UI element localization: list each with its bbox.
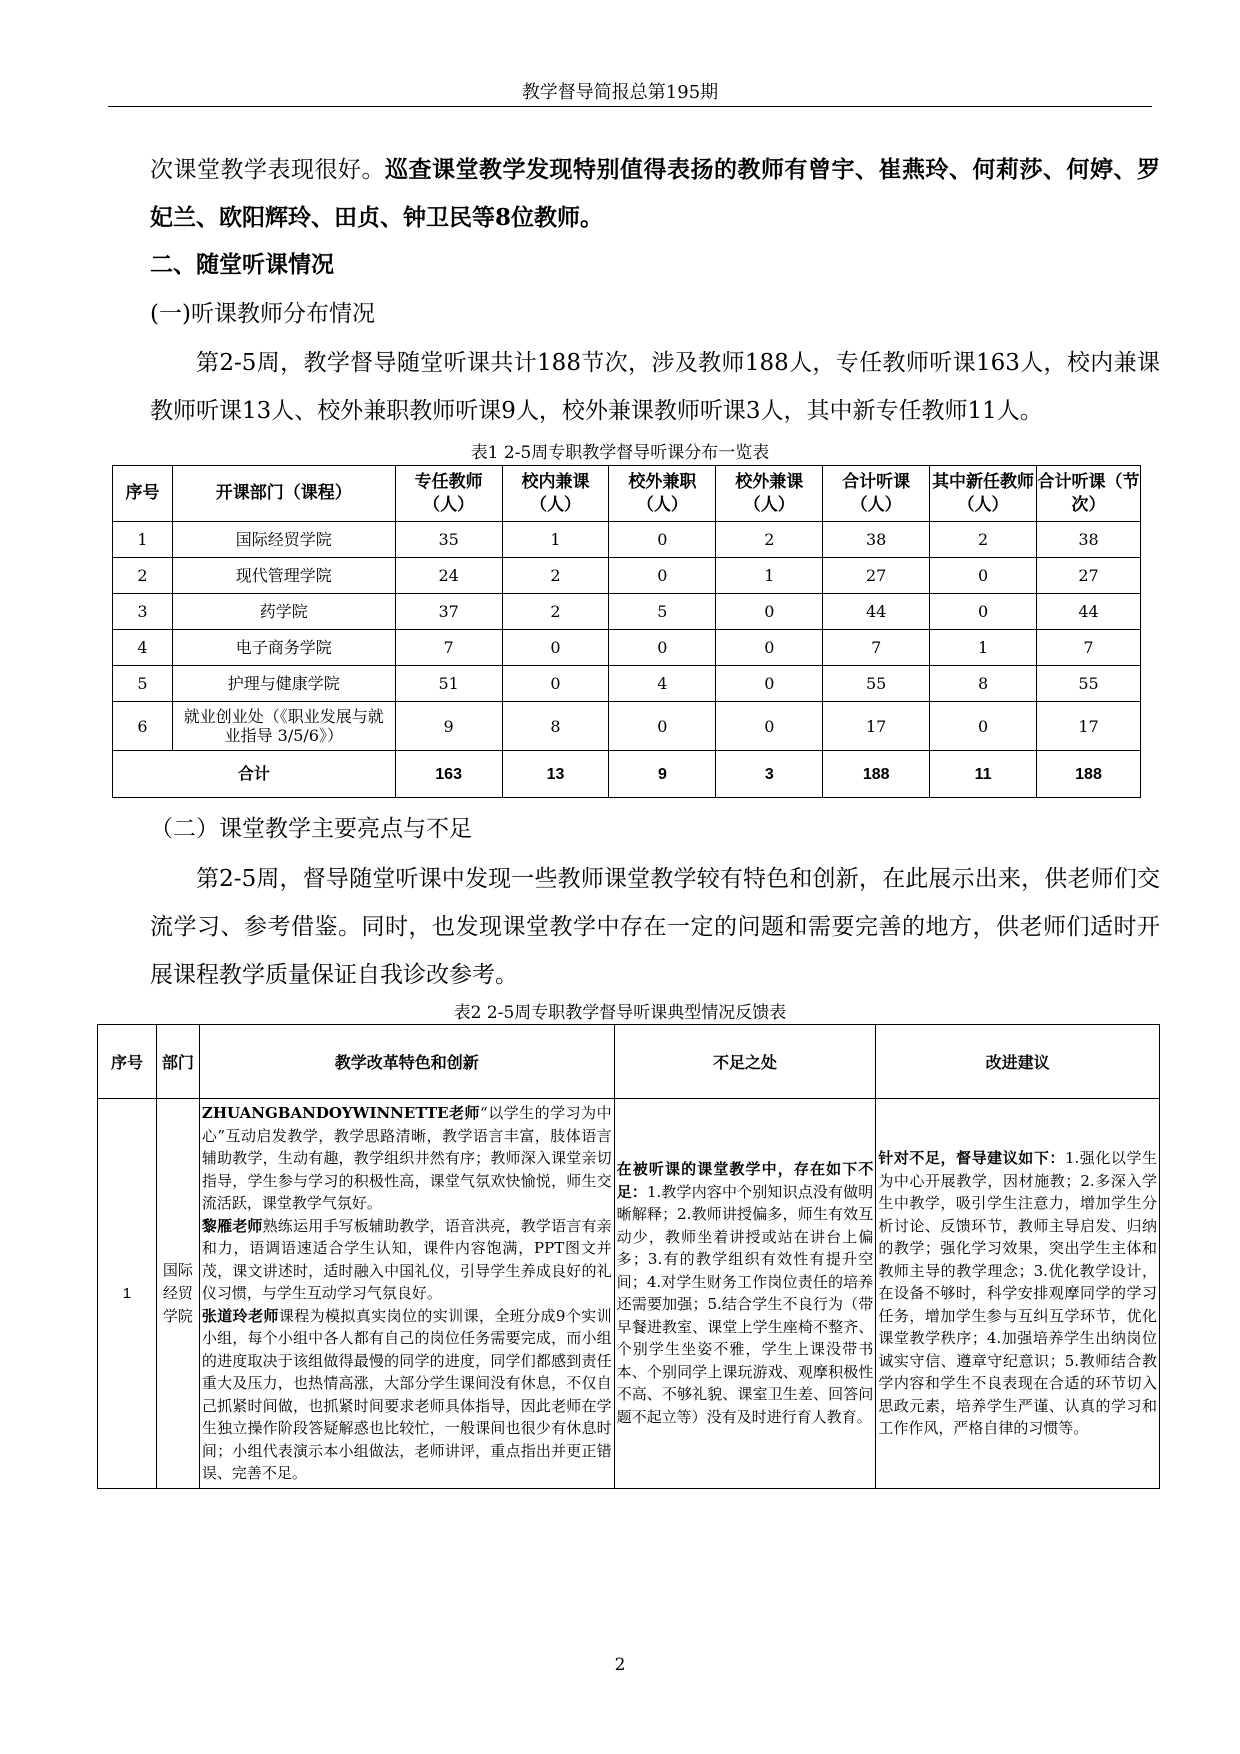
table1-cell: 38 [823, 522, 930, 558]
table2-header-cell: 不足之处 [614, 1025, 876, 1099]
table2-suggestions-cell [876, 1099, 1160, 1489]
table1-cell: 0 [609, 630, 716, 666]
paragraph-distribution: 第2-5周，教学督导随堂听课共计188节次，涉及教师188人，专任教师听课163人，校内兼课教师听课13人、校外兼职教师听课9人，校外兼课教师听课3人，其中新专任教师11人。 [150, 350, 1160, 424]
table1-header-cell: 校外兼职（人） [609, 466, 716, 522]
table1-cell: 1 [716, 558, 823, 594]
table1-header-cell: 合计听课（人） [823, 466, 930, 522]
feature-text: “以学生的学习为中心”互动启发教学，教学思路清晰，教学语言丰富，肢体语言辅助教学，生动有趣，教学组织井然有序；教师深入课堂亲切指导，学生参与学习的积极性高，课堂气氛欢快愉悦，师生交流活跃，课堂教学气氛好。 [201, 1104, 612, 1212]
table2 [97, 1024, 1160, 1489]
table1-cell: 0 [716, 702, 823, 751]
table2-header-cell: 序号 [98, 1025, 157, 1099]
table1-cell: 0 [502, 666, 609, 702]
table1-cell: 7 [395, 630, 502, 666]
table1-cell: 55 [1037, 666, 1141, 702]
table1-cell: 0 [716, 594, 823, 630]
table1-header-cell: 专任教师（人） [395, 466, 502, 522]
header-divider [108, 106, 1152, 107]
table1-cell: 2 [502, 594, 609, 630]
table1-cell: 5 [113, 666, 173, 702]
table1-cell: 就业创业处（《职业发展与就业指导 3/5/6》） [172, 702, 395, 751]
table2-shortcomings-lead: 在被听课的课堂教学中，存在如下不足： [616, 1160, 874, 1201]
table2-row-department: 国际经贸学院 [156, 1099, 199, 1489]
table1-total-row [113, 751, 1141, 798]
table1-cell: 电子商务学院 [172, 630, 395, 666]
table1-cell: 国际经贸学院 [172, 522, 395, 558]
feature-entry [202, 1102, 612, 1215]
table1-header-cell: 其中新任教师（人） [930, 466, 1037, 522]
table2-suggestions-lead: 针对不足，督导建议如下： [878, 1149, 1065, 1167]
page-number: 2 [614, 1655, 626, 1675]
table2-header-cell: 部门 [156, 1025, 199, 1099]
feature-text: 熟练运用手写板辅助教学，语音洪亮，教学语言有亲和力，语调语速适合学生认知，课件内容饱满，PPT图文并茂，课文讲述时，适时融入中国礼仪，引导学生养成良好的礼仪习惯，与学生互动学习气氛良好。 [201, 1216, 612, 1302]
table1-cell: 8 [502, 702, 609, 751]
table1-cell: 55 [823, 666, 930, 702]
table1-cell: 38 [1037, 522, 1141, 558]
section-heading: 二、随堂听课情况 [150, 251, 334, 278]
teacher-name: 黎雁老师 [201, 1216, 263, 1235]
table1-cell: 0 [930, 702, 1037, 751]
table1-cell: 3 [113, 594, 173, 630]
table1-cell: 27 [1037, 558, 1141, 594]
table1-cell: 0 [502, 630, 609, 666]
table1-total-label: 合计 [113, 751, 396, 798]
paragraph-praise-plain: 次课堂教学表现很好。 [150, 157, 385, 183]
teacher-name: ZHUANGBANDOYWINNETTE老师 [201, 1104, 481, 1122]
table1-cell: 2 [502, 558, 609, 594]
table2-shortcomings-text: 1.教学内容中个别知识点没有做明晰解释；2.教师讲授偏多，师生有效互动少，教师坐着讲授或站在讲台上偏多；3.有的教学组织有效性有提升空间；4.对学生财务工作岗位责任的培养还需要加强；5.结合学生不良行为（带早餐进教室、课堂上学生座椅不整齐、个别学生坐姿不雅，学生上课没带书本、个别同学上课玩游戏、观摩积极性不高、不够礼貌、课室卫生差、回答问题不起立等）没有及时进行育人教育。 [616, 1182, 874, 1426]
table1-total-cell: 13 [502, 751, 609, 798]
table1-total-cell: 163 [395, 751, 502, 798]
table1-cell: 5 [609, 594, 716, 630]
table1-cell: 17 [823, 702, 930, 751]
table1-cell: 4 [609, 666, 716, 702]
table1-total-cell: 188 [823, 751, 930, 798]
table1-cell: 6 [113, 702, 173, 751]
table1-row [113, 594, 1141, 630]
table1-cell: 37 [395, 594, 502, 630]
table1-cell: 0 [716, 630, 823, 666]
table1-cell: 0 [930, 558, 1037, 594]
table1-row [113, 522, 1141, 558]
table1-header-cell: 校内兼课（人） [502, 466, 609, 522]
table1-cell: 2 [113, 558, 173, 594]
paragraph-praise [150, 146, 1160, 242]
page-header: 教学督导简报总第195期 [521, 82, 719, 103]
table1-cell: 24 [395, 558, 502, 594]
table1-cell: 2 [930, 522, 1037, 558]
table1-total-cell: 11 [930, 751, 1037, 798]
table2-shortcomings-cell [614, 1099, 876, 1489]
table1-cell: 44 [823, 594, 930, 630]
subsection-heading-1: (一)听课教师分布情况 [150, 301, 375, 327]
table1-row [113, 558, 1141, 594]
table1-row [113, 666, 1141, 702]
table1-row [113, 630, 1141, 666]
table2-header-row [98, 1025, 1160, 1099]
table1-header-cell: 序号 [113, 466, 173, 522]
table2-row [98, 1099, 1160, 1489]
table1-cell: 1 [502, 522, 609, 558]
table2-row-number: 1 [98, 1099, 157, 1489]
teacher-name: 张道玲老师 [201, 1306, 279, 1325]
table1-cell: 0 [609, 558, 716, 594]
table1-cell: 7 [1037, 630, 1141, 666]
table1-cell: 51 [395, 666, 502, 702]
table1-cell: 2 [716, 522, 823, 558]
table1-cell: 4 [113, 630, 173, 666]
table1-caption: 表1 2-5周专职教学督导听课分布一览表 [470, 443, 770, 463]
table1-cell: 0 [609, 522, 716, 558]
table1-cell: 8 [930, 666, 1037, 702]
table1-total-cell: 9 [609, 751, 716, 798]
table1-cell: 0 [716, 666, 823, 702]
table1-total-cell: 188 [1037, 751, 1141, 798]
table1-row [113, 702, 1141, 751]
table1-cell: 1 [113, 522, 173, 558]
table1-cell: 44 [1037, 594, 1141, 630]
subsection-heading-2: （二）课堂教学主要亮点与不足 [150, 816, 472, 842]
table1-header-cell: 合计听课（节次） [1037, 466, 1141, 522]
table1-cell: 17 [1037, 702, 1141, 751]
table1-cell: 护理与健康学院 [172, 666, 395, 702]
feature-text: 课程为模拟真实岗位的实训课，全班分成9个实训小组，每个小组中各人都有自己的岗位任务需要完成，而小组的进度取决于该组做得最慢的同学的进度，同学们都感到责任重大及压力，也热情高涨，大部分学生课间没有休息，不仅自己抓紧时间做，也抓紧时间要求老师具体指导，因此老师在学生独立操作阶段答疑解惑也比较忙，一般课间也很少有休息时间；小组代表演示本小组做法，老师讲评，重点指出并更正错误、完善不足。 [201, 1306, 612, 1482]
table2-caption: 表2 2-5周专职教学督导听课典型情况反馈表 [453, 1003, 787, 1023]
paragraph-praise-bold: 巡查课堂教学发现特别值得表扬的教师有曾宇、崔燕玲、何莉莎、何婷、罗妃兰、欧阳辉玲、田贞、钟卫民等8位教师。 [150, 156, 1160, 231]
table1-cell: 9 [395, 702, 502, 751]
table1-header-cell: 校外兼课（人） [716, 466, 823, 522]
table2-header-cell: 改进建议 [876, 1025, 1160, 1099]
table1-cell: 0 [609, 702, 716, 751]
table1-header-cell: 开课部门（课程） [172, 466, 395, 522]
table1 [112, 465, 1141, 798]
feature-entry [202, 1215, 612, 1305]
table1-cell: 7 [823, 630, 930, 666]
table1-cell: 1 [930, 630, 1037, 666]
feature-entry [202, 1305, 612, 1485]
table1-cell: 现代管理学院 [172, 558, 395, 594]
paragraph-highlights: 第2-5周，督导随堂听课中发现一些教师课堂教学较有特色和创新，在此展示出来，供老师们交流学习、参考借鉴。同时，也发现课堂教学中存在一定的问题和需要完善的地方，供老师们适时开展课程教学质量保证自我诊改参考。 [150, 866, 1160, 988]
table1-header-row [113, 466, 1141, 522]
table1-cell: 35 [395, 522, 502, 558]
table1-total-cell: 3 [716, 751, 823, 798]
table1-cell: 药学院 [172, 594, 395, 630]
table1-cell: 27 [823, 558, 930, 594]
table2-suggestions-text: 1.强化以学生为中心开展教学，因材施教；2.多深入学生中教学，吸引学生注意力，增加学生分析讨论、反馈环节，教师主导启发、归纳的教学；强化学习效果，突出学生主体和教师主导的教学理念；3.优化教学设计，在设备不够时，科学安排观摩同学的学习任务，增加学生参与互纠互学环节，优化课堂教学秩序；4.加强培养学生出纳岗位诚实守信、遵章守纪意识；5.教师结合教学内容和学生不良表现在合适的环节切入思政元素，培养学生严谨、认真的学习和工作作风，严格自律的习惯等。 [878, 1149, 1157, 1437]
table2-features-cell [199, 1099, 614, 1489]
table1-cell: 0 [930, 594, 1037, 630]
table2-header-cell: 教学改革特色和创新 [199, 1025, 614, 1099]
